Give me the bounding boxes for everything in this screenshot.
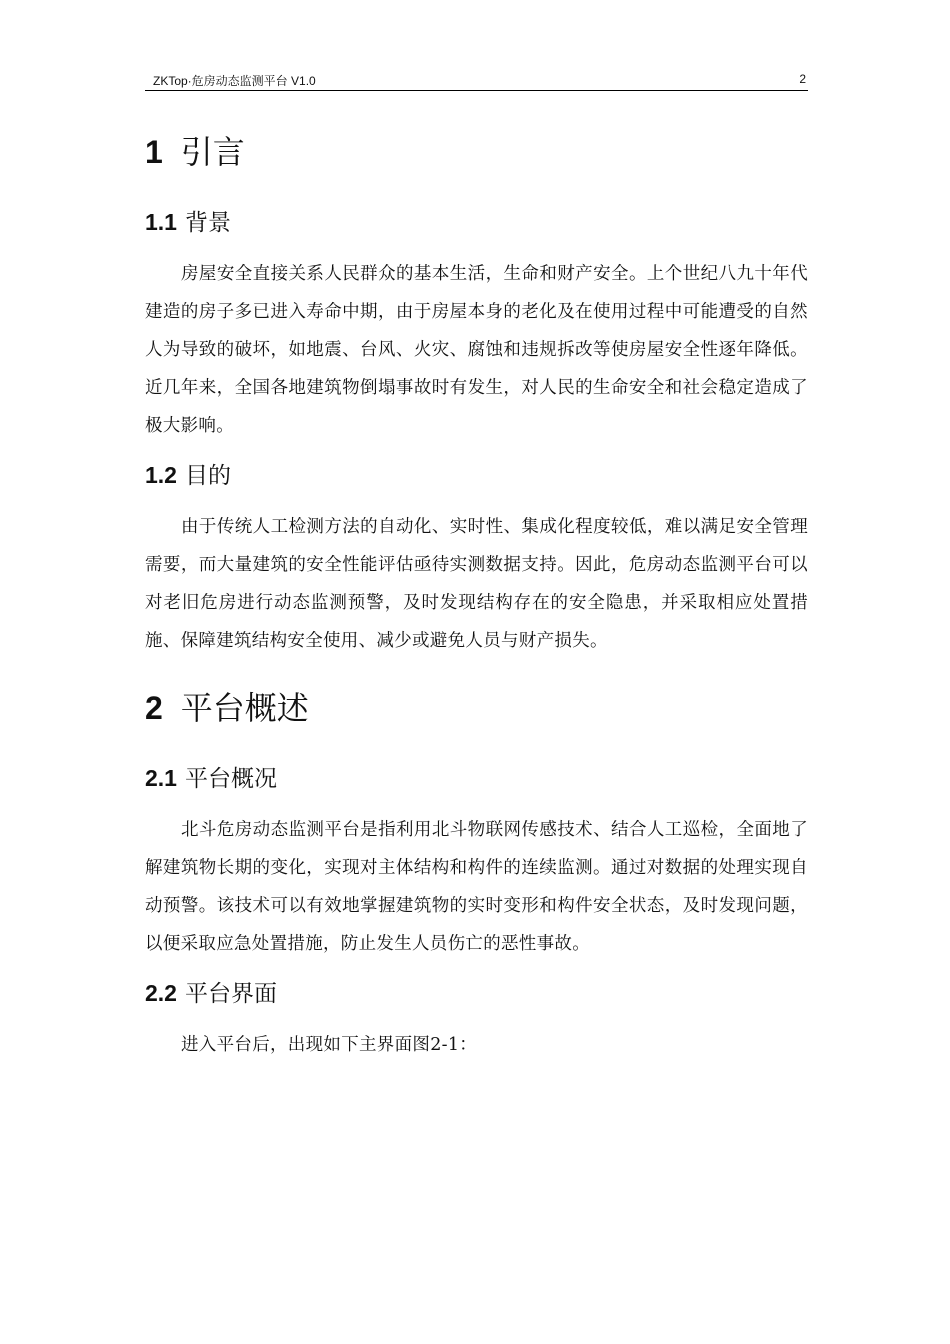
header-title: ZKTop·危房动态监测平台 V1.0 bbox=[153, 74, 316, 88]
page-header bbox=[145, 70, 808, 91]
heading-number: 2.1 bbox=[145, 765, 177, 791]
heading-1-introduction bbox=[145, 132, 245, 172]
heading-number: 1 bbox=[145, 134, 163, 170]
heading-number: 2.2 bbox=[145, 980, 177, 1006]
paragraph-purpose: 由于传统人工检测方法的自动化、实时性、集成化程度较低，难以满足安全管理需要，而大量建筑的安全性能评估亟待实测数据支持。因此，危房动态监测平台可以对老旧危房进行动态监测预警，及时发现结构存在的安全隐患，并采取相应处置措施、保障建筑结构安全使用、减少或避免人员与财产损失。 bbox=[145, 517, 808, 651]
heading-text: 平台概况 bbox=[184, 766, 277, 792]
heading-2-1-platform-summary bbox=[145, 763, 277, 794]
heading-number: 1.1 bbox=[145, 209, 177, 235]
heading-1-1-background bbox=[145, 207, 231, 238]
paragraph-platform-summary: 北斗危房动态监测平台是指利用北斗物联网传感技术、结合人工巡检，全面地了解建筑物长期的变化，实现对主体结构和构件的连续监测。通过对数据的处理实现自动预警。该技术可以有效地掌握建筑物的实时变形和构件安全状态，及时发现问题，以便采取应急处置措施，防止发生人员伤亡的恶性事故。 bbox=[145, 820, 808, 954]
heading-text: 目的 bbox=[184, 463, 231, 489]
heading-2-2-platform-interface bbox=[145, 978, 277, 1009]
heading-text: 平台界面 bbox=[184, 981, 277, 1007]
heading-1-2-purpose bbox=[145, 460, 231, 491]
paragraph-platform-interface: 进入平台后，出现如下主界面图2-1： bbox=[181, 1035, 478, 1055]
heading-number: 1.2 bbox=[145, 462, 177, 488]
heading-2-platform-overview bbox=[145, 688, 309, 728]
header-page-number: 2 bbox=[799, 72, 806, 86]
heading-text: 背景 bbox=[184, 210, 231, 236]
heading-number: 2 bbox=[145, 690, 163, 726]
heading-text: 引言 bbox=[180, 133, 245, 171]
heading-text: 平台概述 bbox=[180, 689, 309, 727]
paragraph-background: 房屋安全直接关系人民群众的基本生活，生命和财产安全。上个世纪八九十年代建造的房子多已进入寿命中期，由于房屋本身的老化及在使用过程中可能遭受的自然人为导致的破坏，如地震、台风、火灾、腐蚀和违规拆改等使房屋安全性逐年降低。近几年来，全国各地建筑物倒塌事故时有发生，对人民的生命安全和社会稳定造成了极大影响。 bbox=[145, 264, 808, 436]
